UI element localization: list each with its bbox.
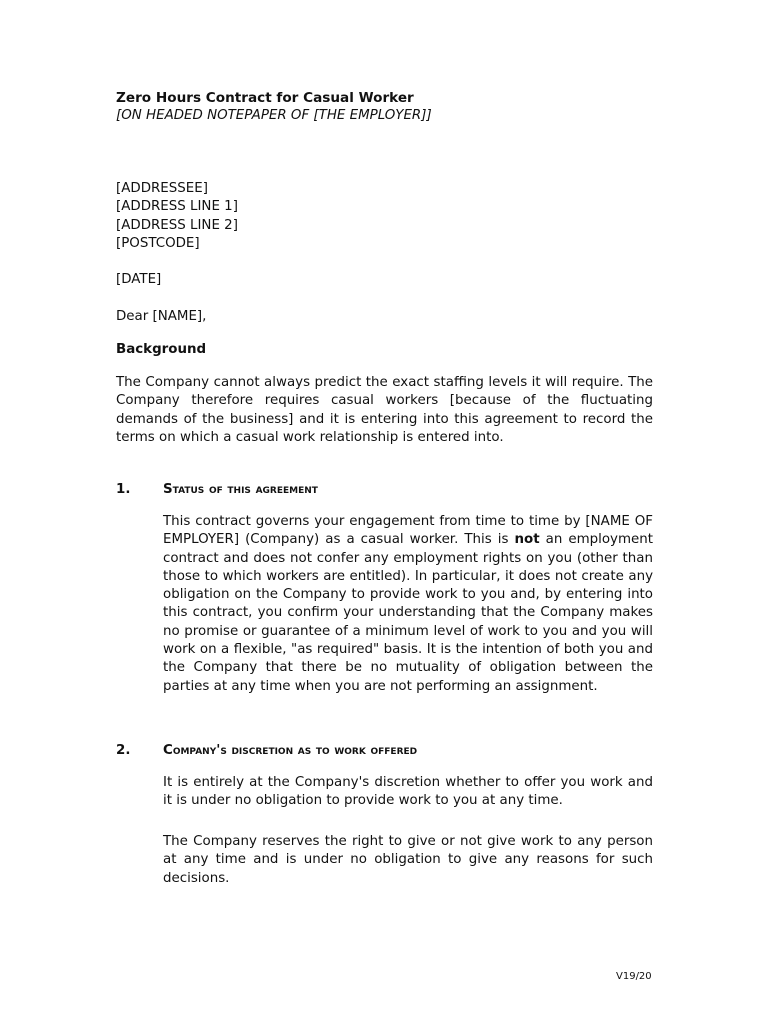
section-1-body-start: This contract governs your engagement from time to time by [NAME OF EMPLOYER] (Company) as a casual worker. This is: [163, 514, 653, 548]
section-1-body-end: an employment contract and does not confer any employment rights on you (other than those to which workers are entitled). In particular, it does not create any obligation on the Company to provide work to you and, by entering into this contract, you confirm your understanding that the Company makes no promise or guarantee of a minimum level of work to you and you will work on a flexible, "as required" basis. It is the intention of both you and the Company that there be no mutuality of obligation between the parties at any time when you are not performing an assignment.: [163, 532, 653, 694]
address-line-2: [ADDRESS LINE 2]: [116, 217, 238, 233]
address-block: [116, 180, 416, 253]
section-2-number: 2.: [116, 743, 131, 758]
background-paragraph: The Company cannot always predict the exact staffing levels it will require. The Company therefore requires casual workers [because of the fluctuating demands of the business] and it is entering into this agreement to record the terms on which a casual work relationship is entered into.: [116, 375, 653, 445]
section-1-body: [163, 513, 653, 696]
section-2-title: Company's discretion as to work offered: [163, 743, 418, 758]
background-heading: Background: [116, 342, 207, 357]
letter-greeting: Dear [NAME],: [116, 309, 207, 324]
document-subtitle: [ON HEADED NOTEPAPER OF [THE EMPLOYER]]: [116, 108, 432, 123]
document-title: Zero Hours Contract for Casual Worker: [116, 90, 414, 106]
address-line-1: [ADDRESS LINE 1]: [116, 199, 238, 215]
letter-date: [DATE]: [116, 272, 162, 287]
address-addressee: [ADDRESSEE]: [116, 181, 208, 196]
section-2-paragraph-2: The Company reserves the right to give or not give work to any person at any time and is under no obligation to give any reasons for such decisions.: [163, 834, 653, 886]
section-1-title: Status of this agreement: [163, 482, 318, 497]
section-1-body-emphasis: not: [514, 532, 540, 548]
address-postcode: [POSTCODE]: [116, 235, 200, 251]
section-1-number: 1.: [116, 482, 131, 497]
footer-version: V19/20: [616, 971, 652, 982]
section-2-paragraph-1: It is entirely at the Company's discretion whether to offer you work and it is under no obligation to provide work to you at any time.: [163, 775, 653, 809]
